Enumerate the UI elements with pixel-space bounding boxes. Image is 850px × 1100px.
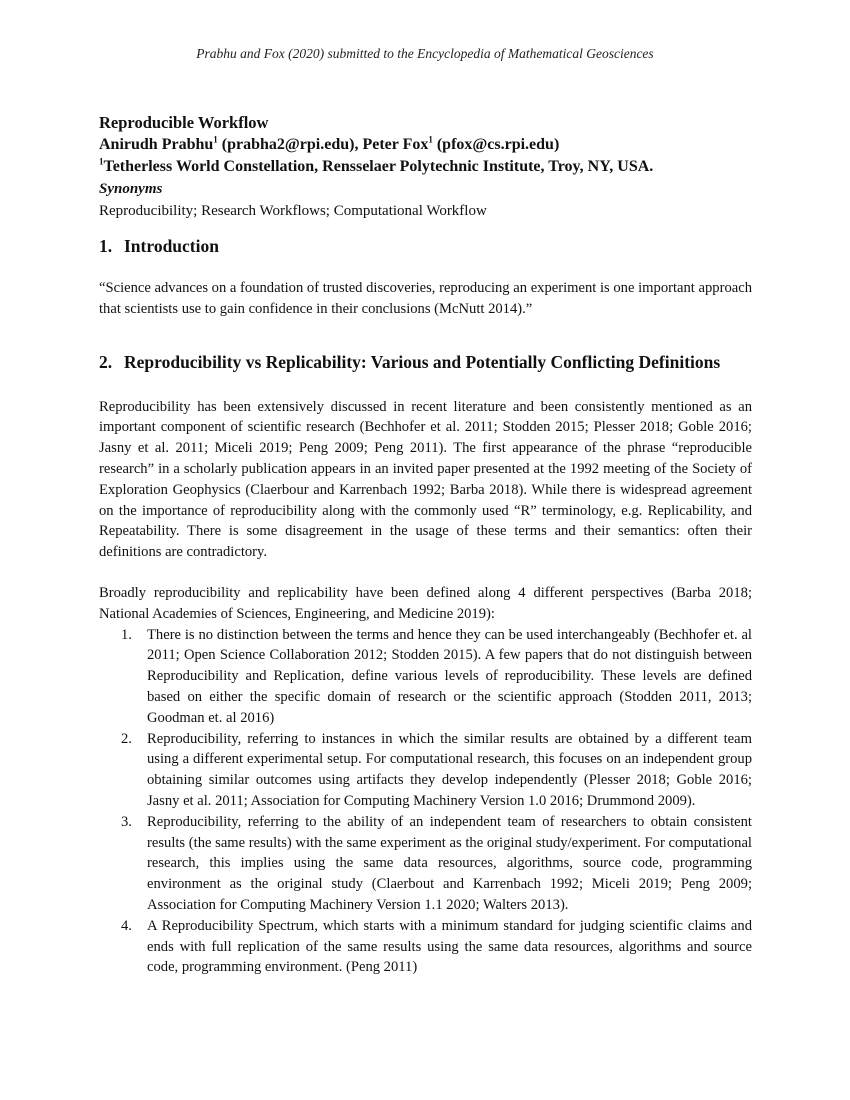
list-item-text: A Reproducibility Spectrum, which starts with a minimum standard for judging scientific claims and ends with full replication of the same results using the same data resources, algorithms and source code, programming environment. (Peng 2011) — [147, 917, 752, 976]
definitions-list — [99, 625, 752, 979]
affiliation-text: Tetherless World Constellation, Rensselaer Polytechnic Institute, Troy, NY, USA. — [103, 158, 654, 175]
section-2-number: 2. — [99, 351, 113, 372]
section-1-paragraph: “Science advances on a foundation of trusted discoveries, reproducing an experiment is one important approach that scientists use to gain confidence in their conclusions (McNutt 2014).” — [99, 280, 752, 317]
affiliation-marker: 1 — [99, 156, 104, 167]
list-item — [99, 916, 752, 978]
section-1-heading — [99, 234, 752, 258]
list-item-number: 2. — [121, 730, 132, 747]
section-2-paragraph-1: Reproducibility has been extensively discussed in recent literature and been consistently mentioned as an important component of scientific research (Bechhofer et al. 2011; Stodden 2015; Plesser 2018; Goble 2016; Jasny et al. 2011; Miceli 2019; Peng 2009; Peng 2011). The first appearance of the phrase “reproducible research” in a scholarly publication appears in an invited paper presented at the 1992 meeting of the Society of Exploration Geophysics (Claerbour and Karrenbach 1992; Barba 2018). While there is widespread agreement on the importance of reproducibility along with the commonly used “R” terminology, e.g. Replicability, and Repeatability. There is some disagreement in the usage of these terms and their semantics: often their definitions are contradictory. — [99, 398, 752, 561]
list-item-number: 4. — [121, 917, 132, 934]
list-item-text: Reproducibility, referring to the ability of an independent team of researchers to obtain consistent results (the same results) with the same experiment as the original study/experiment. For computational research, this implies using the same data resources, algorithms, source code, programming environment as the original study (Claerbout and Karrenbach 1992; Miceli 2019; Peng 2009; Association for Computing Machinery Version 1.1 2020; Walters 2013). — [147, 813, 752, 913]
section-2-paragraph-2: Broadly reproducibility and replicability have been defined along 4 different perspectives (Barba 2018; National Academies of Sciences, Engineering, and Medicine 2019): — [99, 584, 752, 622]
synonyms-heading: Synonyms — [99, 181, 163, 197]
author-1-email: (prabha2@rpi.edu), — [217, 136, 363, 153]
section-2-heading — [99, 350, 752, 374]
list-item — [99, 812, 752, 916]
list-item — [99, 729, 752, 812]
list-item-number: 3. — [121, 813, 132, 830]
list-item-text: There is no distinction between the terms and hence they can be used interchangeably (Bechhofer et. al 2011; Open Science Collaboration 2012; Stodden 2015). A few papers that do not distinguish between Reproducibility and Replication, define various levels of reproducibility. These levels are defined based on either the specific domain of research or the scientific approach (Stodden 2011, 2013; Goodman et. al 2016) — [147, 626, 752, 726]
paper-title: Reproducible Workflow — [99, 113, 269, 132]
list-item — [99, 625, 752, 729]
affiliation — [99, 156, 752, 178]
running-header: Prabhu and Fox (2020) submitted to the Encyclopedia of Mathematical Geosciences — [196, 46, 654, 61]
author-2-email: (pfox@cs.rpi.edu) — [432, 136, 560, 153]
section-2-title: Reproducibility vs Replicability: Various and Potentially Conflicting Definitions — [124, 351, 721, 372]
author-line — [99, 134, 752, 156]
author-1-name: Anirudh Prabhu — [99, 136, 214, 153]
author-2-name: Peter Fox — [362, 136, 429, 153]
author-2-affil-marker: 1 — [428, 134, 433, 145]
author-1-affil-marker: 1 — [213, 134, 218, 145]
paper-body — [99, 112, 752, 978]
section-1-number: 1. — [99, 236, 113, 256]
list-item-number: 1. — [121, 626, 132, 643]
list-item-text: Reproducibility, referring to instances in which the similar results are obtained by a different team using a different experimental setup. For computational research, this focuses on an independent group obtaining similar outcomes using artifacts they develop independently (Plesser 2018; Goble 2016; Jasny et al. 2011; Association for Computing Machinery Version 1.0 2016; Drummond 2009). — [147, 730, 752, 809]
synonyms-text: Reproducibility; Research Workflows; Computational Workflow — [99, 203, 487, 219]
section-1-title: Introduction — [124, 236, 219, 256]
